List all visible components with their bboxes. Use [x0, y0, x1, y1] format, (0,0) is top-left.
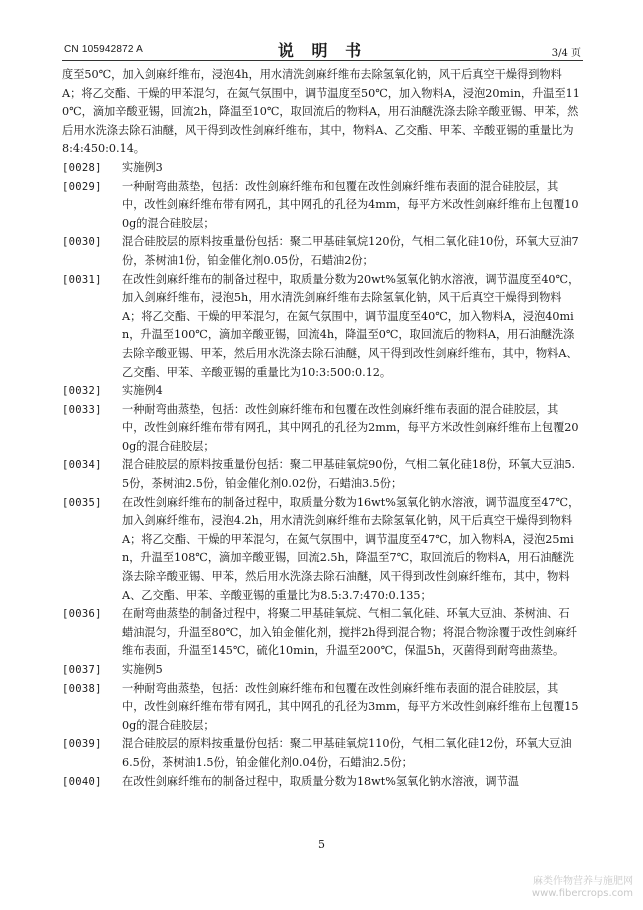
- paragraph: [62, 605, 580, 661]
- paragraph-number: [0038]: [62, 682, 102, 695]
- page-header: [62, 38, 583, 61]
- paragraph-number: [0029]: [62, 180, 102, 193]
- paragraph-number: [0035]: [62, 496, 102, 509]
- paragraph-number: [0039]: [62, 738, 102, 751]
- document-title: 说 明 书: [277, 41, 368, 60]
- paragraph-text: 在改性剑麻纤维布的制备过程中，取质量分数为16wt%氢氧化钠水溶液，调节温度至47℃，加入剑麻纤维布，浸泡4.2h，用水清洗剑麻纤维布去除氢氧化钠，风干后真空干燥得到物料A；将乙交酯、干燥的甲苯混匀，在氮气氛围中，调节温度至47℃，加入物料A，浸泡25min，升温至108℃，滴加辛酸亚锡，回流2.5h，降温至7℃，取回流后的物料A，用石油醚洗涤去除辛酸亚锡、甲苯，然后用水洗涤去除石油醚，风干得到改性剑麻纤维布，其中，物料A、乙交酯、甲苯、辛酸亚锡的重量比为8.5:3.7:470:0.135；: [122, 495, 580, 602]
- paragraph-text: 实施例3: [122, 160, 163, 174]
- paragraph-number: [0036]: [62, 608, 102, 621]
- paragraph-text: 混合硅胶层的原料按重量份包括：聚二甲基硅氧烷110份，气相二氧化硅12份，环氧大豆油6.5份，茶树油1.5份，铂金催化剂0.04份，石蜡油2.5份；: [122, 737, 572, 769]
- paragraph: [62, 494, 580, 606]
- paragraph-number: [0031]: [62, 273, 102, 286]
- paragraph-number: [0033]: [62, 403, 102, 416]
- paragraph-text: 混合硅胶层的原料按重量份包括：聚二甲基硅氧烷90份，气相二氧化硅18份，环氧大豆油5.5份，茶树油2.5份，铂金催化剂0.02份，石蜡油3.5份；: [122, 458, 576, 491]
- paragraph: [62, 178, 580, 234]
- watermark-site-name: 麻类作物营养与施肥网: [533, 876, 633, 887]
- paragraph: [62, 456, 580, 493]
- paragraph: [62, 661, 580, 680]
- paragraph-number: [0034]: [62, 459, 102, 472]
- paragraph: [62, 66, 580, 159]
- paragraph: [62, 233, 580, 270]
- paragraph-text: 混合硅胶层的原料按重量份包括：聚二甲基硅氧烷120份，气相二氧化硅10份，环氧大豆油7份，茶树油1份，铂金催化剂0.05份，石蜡油2份；: [122, 235, 579, 267]
- paragraph-text: 度至50℃，加入剑麻纤维布，浸泡4h，用水清洗剑麻纤维布去除氢氧化钠，风干后真空干燥得到物料A；将乙交酯、干燥的甲苯混匀，在氮气氛围中，调节温度至50℃，加入物料A，浸泡20min，升温至110℃，滴加辛酸亚锡，回流2h，降温至10℃，取回流后的物料A，用石油醚洗涤去除辛酸亚锡、甲苯，然后用水洗涤去除石油醚，风干得到改性剑麻纤维布，其中，物料A、乙交酯、甲苯、辛酸亚锡的重量比为8:4:450:0.14。: [62, 68, 580, 156]
- paragraph: [62, 680, 580, 736]
- paragraph-number: [0040]: [62, 775, 102, 788]
- page-number: 5: [318, 838, 325, 851]
- paragraph: [62, 382, 580, 401]
- paragraph-number: [0032]: [62, 385, 102, 398]
- paragraph-number: [0028]: [62, 161, 102, 174]
- paragraph: [62, 735, 580, 772]
- paragraph: [62, 159, 580, 178]
- paragraph-text: 在改性剑麻纤维布的制备过程中，取质量分数为18wt%氢氧化钠水溶液，调节温: [122, 774, 519, 788]
- paragraph-number: [0030]: [62, 236, 102, 249]
- publication-number: CN 105942872 A: [64, 44, 143, 55]
- paragraph: [62, 773, 580, 792]
- paragraph-text: 一种耐弯曲蒸垫，包括：改性剑麻纤维布和包覆在改性剑麻纤维布表面的混合硅胶层，其中，改性剑麻纤维布带有网孔，其中网孔的孔径为4mm，每平方米改性剑麻纤维布上包覆100g的混合硅胶层；: [122, 179, 579, 230]
- paragraph: [62, 271, 580, 383]
- paragraph-text: 一种耐弯曲蒸垫，包括：改性剑麻纤维布和包覆在改性剑麻纤维布表面的混合硅胶层，其中，改性剑麻纤维布带有网孔，其中网孔的孔径为2mm，每平方米改性剑麻纤维布上包覆200g的混合硅胶层；: [122, 402, 579, 453]
- site-watermark: [532, 876, 633, 900]
- page-indicator: 3/4 页: [551, 48, 581, 59]
- watermark-url: www.fibercrops.com: [531, 888, 633, 899]
- paragraph: [62, 401, 580, 457]
- paragraph-text: 实施例4: [122, 384, 163, 398]
- paragraph-text: 实施例5: [122, 663, 163, 676]
- paragraph-text: 在耐弯曲蒸垫的制备过程中，将聚二甲基硅氧烷、气相二氧化硅、环氧大豆油、茶树油、石蜡油混匀，升温至80℃，加入铂金催化剂，搅拌2h得到混合物；将混合物涂覆于改性剑麻纤维布表面，升温至145℃，硫化10min，升温至200℃，保温5h，灭菌得到耐弯曲蒸垫。: [122, 607, 578, 658]
- document-body: [62, 66, 580, 791]
- paragraph-text: 一种耐弯曲蒸垫，包括：改性剑麻纤维布和包覆在改性剑麻纤维布表面的混合硅胶层，其中，改性剑麻纤维布带有网孔，其中网孔的孔径为3mm，每平方米改性剑麻纤维布上包覆150g的混合硅胶层；: [122, 681, 579, 732]
- paragraph-text: 在改性剑麻纤维布的制备过程中，取质量分数为20wt%氢氧化钠水溶液，调节温度至40℃，加入剑麻纤维布，浸泡5h，用水清洗剑麻纤维布去除氢氧化钠，风干后真空干燥得到物料A；将乙交酯、干燥的甲苯混匀，在氮气氛围中，调节温度至40℃，加入物料A，浸泡40min，升温至100℃，滴加辛酸亚锡，回流4h，降温至0℃，取回流后的物料A，用石油醚洗涤去除辛酸亚锡、甲苯，然后用水洗涤去除石油醚，风干得到改性剑麻纤维布，其中，物料A、乙交酯、甲苯、辛酸亚锡的重量比为10:3:500:0.12。: [122, 272, 580, 379]
- paragraph-number: [0037]: [62, 664, 102, 676]
